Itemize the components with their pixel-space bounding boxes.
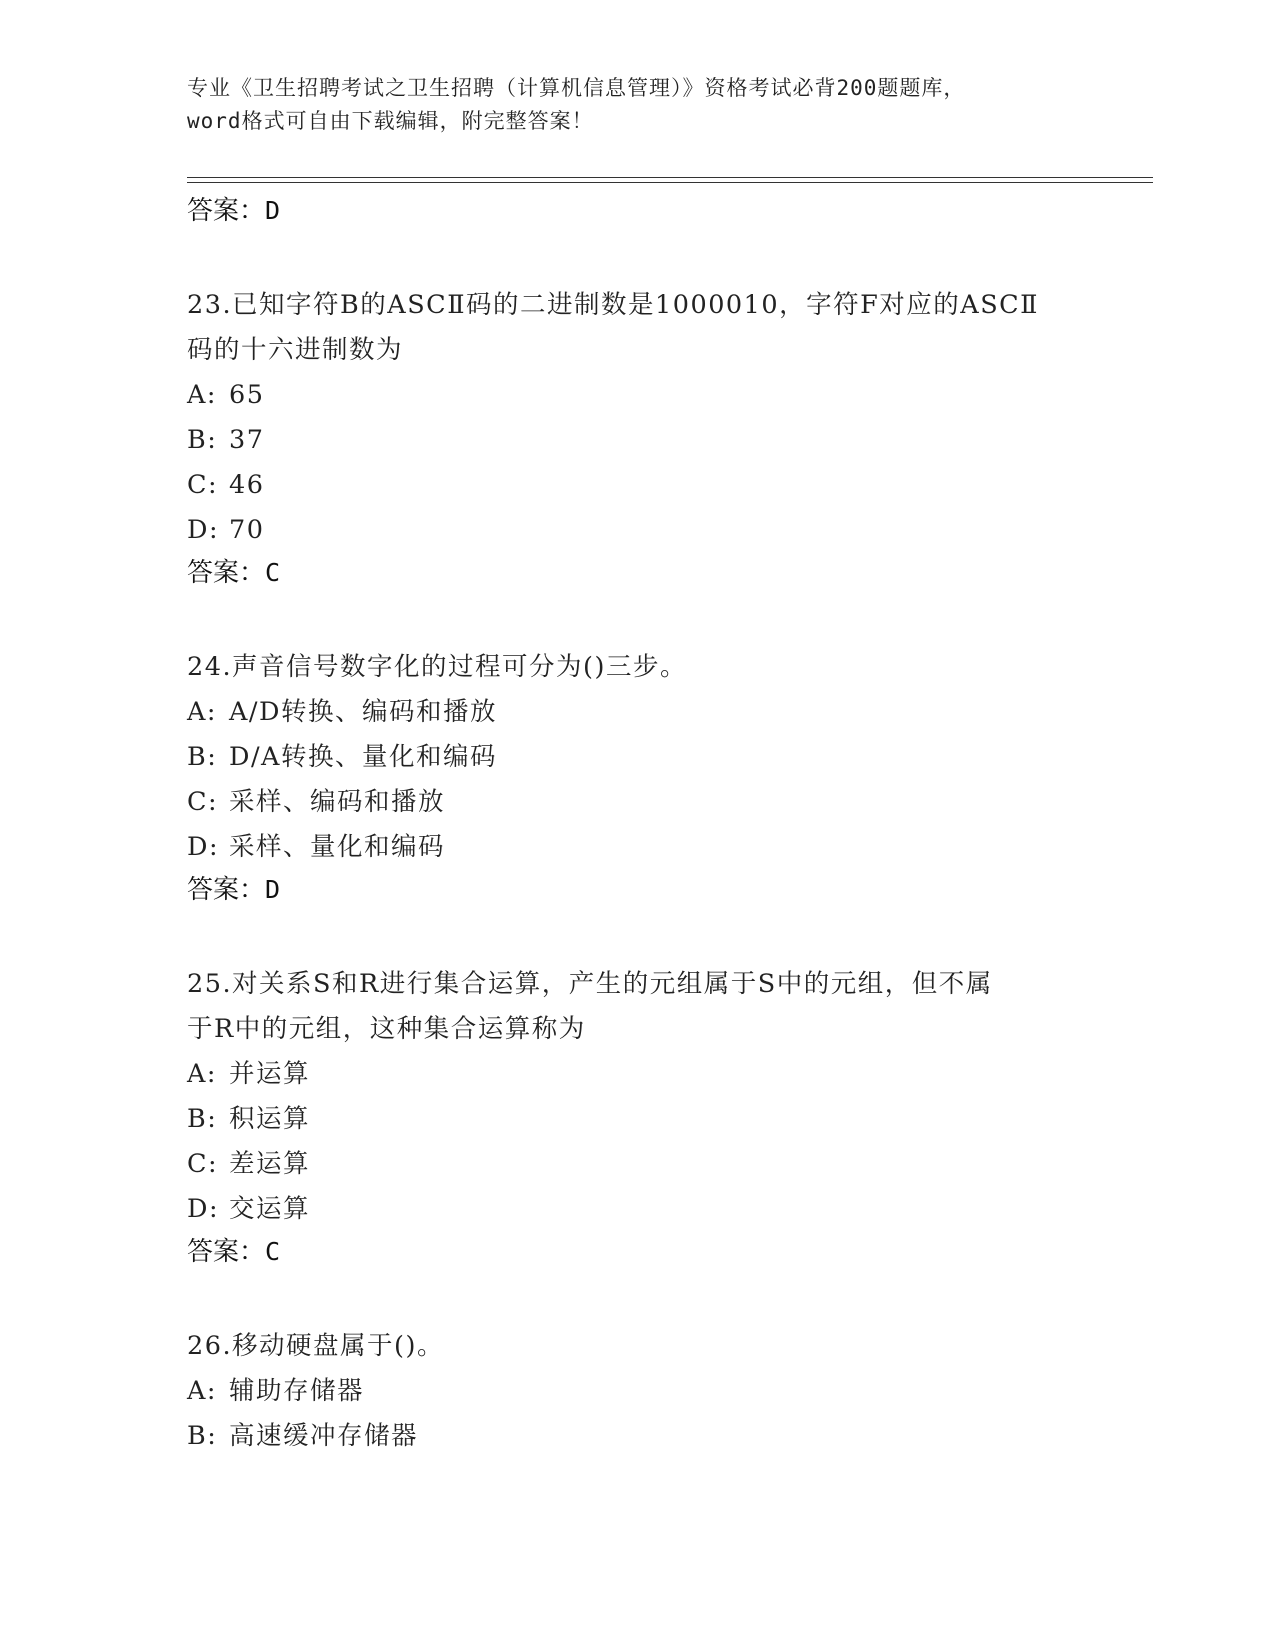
option-key: D: — [187, 832, 220, 862]
option-text: 46 — [229, 470, 265, 500]
option-text: A/D转换、编码和播放 — [229, 697, 497, 727]
option-text: 差运算 — [229, 1149, 311, 1179]
option-text: 辅助存储器 — [229, 1376, 365, 1406]
option-b — [187, 418, 1087, 463]
question-text-line: 码的十六进制数为 — [187, 335, 404, 365]
answer-label: 答案： — [187, 1237, 266, 1267]
option-c — [187, 780, 1087, 825]
answer-line — [187, 1232, 1087, 1272]
option-text: 积运算 — [229, 1104, 311, 1134]
option-key: B: — [187, 742, 218, 772]
answer-label: 答案： — [187, 875, 266, 905]
header-line-1: 专业《卫生招聘考试之卫生招聘（计算机信息管理）》资格考试必背200题题库， — [187, 76, 966, 100]
option-text: D/A转换、量化和编码 — [229, 742, 497, 772]
question-text — [187, 283, 1087, 373]
option-key: C: — [187, 1149, 219, 1179]
option-b — [187, 735, 1087, 780]
option-key: A: — [187, 380, 218, 410]
header-divider-top — [187, 177, 1153, 178]
option-key: B: — [187, 1421, 218, 1451]
option-key: A: — [187, 697, 218, 727]
option-c — [187, 1142, 1087, 1187]
option-text: 采样、编码和播放 — [229, 787, 446, 817]
answer-label: 答案： — [187, 196, 266, 226]
option-key: B: — [187, 425, 218, 455]
option-d — [187, 1187, 1087, 1232]
question-text-line: 于R中的元组，这种集合运算称为 — [187, 1014, 586, 1044]
question-text — [187, 645, 1087, 690]
option-text: 并运算 — [229, 1059, 311, 1089]
question-block — [187, 962, 1087, 1272]
question-list — [187, 191, 1087, 1459]
question-block — [187, 645, 1087, 910]
option-text: 高速缓冲存储器 — [229, 1421, 419, 1451]
option-key: B: — [187, 1104, 218, 1134]
option-a — [187, 1052, 1087, 1097]
answer-line — [187, 870, 1087, 910]
option-a — [187, 690, 1087, 735]
option-d — [187, 825, 1087, 870]
option-a — [187, 1369, 1087, 1414]
header-line-2: word格式可自由下载编辑，附完整答案！ — [187, 109, 594, 133]
question-text-line: 26.移动硬盘属于()。 — [187, 1331, 444, 1361]
option-d — [187, 508, 1087, 553]
answer-value: C — [265, 1237, 281, 1266]
option-b — [187, 1414, 1087, 1459]
answer-line — [187, 191, 1087, 231]
option-b — [187, 1097, 1087, 1142]
answer-value: D — [265, 196, 281, 225]
answer-value: D — [265, 875, 281, 904]
option-key: C: — [187, 470, 219, 500]
option-key: D: — [187, 515, 220, 545]
document-header — [187, 72, 1087, 138]
option-key: C: — [187, 787, 219, 817]
question-text-line: 24.声音信号数字化的过程可分为()三步。 — [187, 652, 687, 682]
question-text-line: 23.已知字符B的ASCⅡ码的二进制数是1000010，字符F对应的ASCⅡ — [187, 290, 1040, 320]
option-key: D: — [187, 1194, 220, 1224]
answer-label: 答案： — [187, 558, 266, 588]
header-divider-bottom — [187, 182, 1153, 183]
option-key: A: — [187, 1059, 218, 1089]
questions-container — [187, 283, 1087, 1459]
option-text: 交运算 — [229, 1194, 311, 1224]
option-key: A: — [187, 1376, 218, 1406]
option-c — [187, 463, 1087, 508]
option-a — [187, 373, 1087, 418]
question-text — [187, 962, 1087, 1052]
question-block — [187, 1324, 1087, 1459]
question-block — [187, 283, 1087, 593]
question-text-line: 25.对关系S和R进行集合运算，产生的元组属于S中的元组，但不属 — [187, 969, 993, 999]
option-text: 65 — [229, 380, 265, 410]
answer-value: C — [265, 558, 281, 587]
option-text: 采样、量化和编码 — [229, 832, 446, 862]
option-text: 70 — [229, 515, 265, 545]
answer-line — [187, 553, 1087, 593]
option-text: 37 — [229, 425, 265, 455]
question-text — [187, 1324, 1087, 1369]
